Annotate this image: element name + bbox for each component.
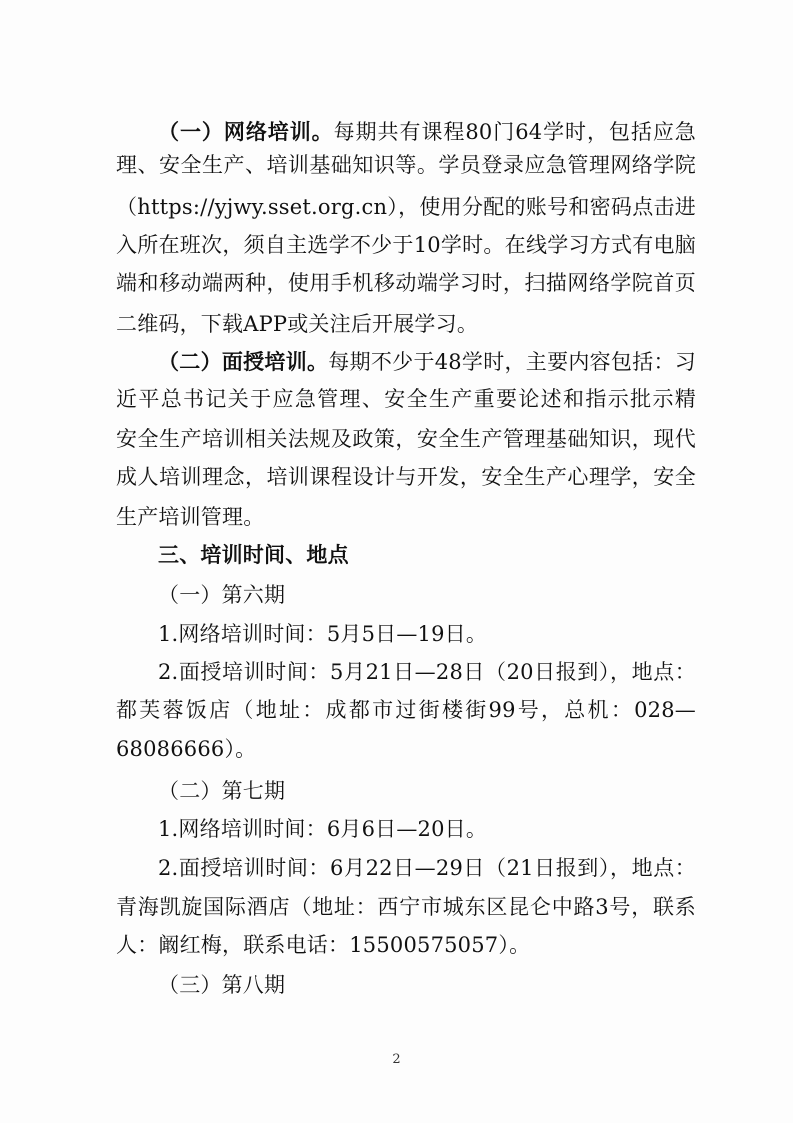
paragraph-online-training-line-2: 理、安全生产、培训基础知识等。学员登录应急管理网络学院 (116, 153, 696, 177)
subheading-session-7: （二）第七期 (158, 779, 286, 803)
session-7-online-time: 1.网络培训时间：6月6日—20日。 (158, 817, 488, 841)
face-training-heading: （二）面授培训。 (158, 349, 329, 374)
session-7-face-time-line-2: 青海凯旋国际酒店（地址：西宁市城东区昆仑中路3号，联系 (116, 895, 696, 919)
page-number: 2 (392, 1052, 401, 1067)
paragraph-face-training-line-2: 近平总书记关于应急管理、安全生产重要论述和指示批示精 (116, 387, 696, 411)
paragraph-online-training-line-4: 入所在班次，须自主选学不少于10学时。在线学习方式有电脑 (116, 233, 696, 257)
paragraph-face-training-line-3: 安全生产培训相关法规及政策，安全生产管理基础知识，现代 (116, 427, 696, 451)
paragraph-face-training-line-5: 生产培训管理。 (116, 505, 265, 529)
online-training-heading: （一）网络培训。 (158, 119, 334, 144)
section-heading-time-location: 三、培训时间、地点 (158, 543, 349, 567)
paragraph-face-training-line-4: 成人培训理念，培训课程设计与开发，安全生产心理学，安全 (116, 465, 696, 489)
session-6-face-time-line-1: 2.面授培训时间：5月21日—28日（20日报到），地点： (158, 660, 696, 684)
session-7-face-time-line-3: 人：阚红梅，联系电话：15500575057）。 (116, 933, 531, 957)
session-6-face-time-line-2: 都芙蓉饭店（地址：成都市过街楼街99号，总机：028— (116, 698, 696, 722)
paragraph-online-training-line-1 (158, 117, 696, 147)
paragraph-face-training-line-1 (158, 347, 696, 377)
session-6-online-time: 1.网络培训时间：5月5日—19日。 (158, 622, 488, 646)
line-text: 每期共有课程80门64学时，包括应急 (333, 120, 696, 144)
session-7-face-time-line-1: 2.面授培训时间：6月22日—29日（21日报到），地点： (158, 856, 696, 880)
subheading-session-8: （三）第八期 (158, 973, 286, 997)
paragraph-online-training-line-5: 端和移动端两种，使用手机移动端学习时，扫描网络学院首页 (116, 271, 696, 295)
paragraph-online-training-line-3: （https://yjwy.sset.org.cn），使用分配的账号和密码点击进 (116, 195, 696, 219)
paragraph-online-training-line-6: 二维码，下载APP或关注后开展学习。 (116, 312, 479, 336)
session-6-face-time-line-3: 68086666）。 (116, 737, 257, 761)
subheading-session-6: （一）第六期 (158, 583, 286, 607)
line-text: 每期不少于48学时，主要内容包括：习 (328, 350, 696, 374)
